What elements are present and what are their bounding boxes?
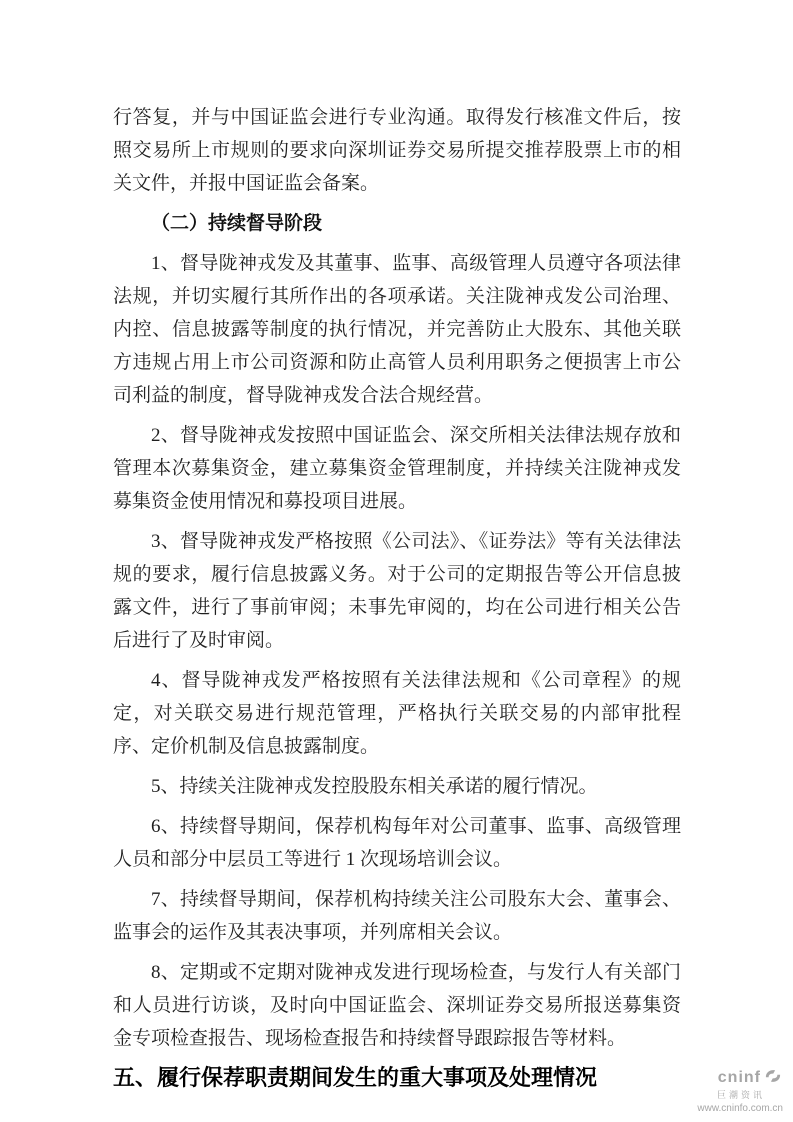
- list-paragraph-8: 8、定期或不定期对陇神戎发进行现场检查，与发行人有关部门和人员进行访谈，及时向中国证监会、深圳证券交易所报送募集资金专项检查报告、现场检查报告和持续督导跟踪报告等材料。: [113, 962, 681, 1049]
- list-paragraph-7: 7、持续督导期间，保荐机构持续关注公司股东大会、董事会、监事会的运作及其表决事项，并列席相关会议。: [113, 889, 681, 943]
- cninfo-company-name: 巨潮资讯: [716, 1090, 765, 1101]
- section-heading: 五、履行保荐职责期间发生的重大事项及处理情况: [113, 1065, 598, 1090]
- cninfo-watermark: [697, 1066, 783, 1114]
- list-paragraph-4: 4、督导陇神戎发严格按照有关法律法规和《公司章程》的规定，对关联交易进行规范管理，严格执行关联交易的内部审批程序、定价机制及信息披露制度。: [113, 670, 681, 757]
- continuation-paragraph: 行答复，并与中国证监会进行专业沟通。取得发行核准文件后，按照交易所上市规则的要求向深圳证券交易所提交推荐股票上市的相关文件，并报中国证监会备案。: [113, 107, 681, 194]
- list-paragraph-1: 1、督导陇神戎发及其董事、监事、高级管理人员遵守各项法律法规，并切实履行其所作出的各项承诺。关注陇神戎发公司治理、内控、信息披露等制度的执行情况，并完善防止大股东、其他关联方违规占用上市公司资源和防止高管人员利用职务之便损害上市公司利益的制度，督导陇神戎发合法合规经营。: [113, 253, 681, 406]
- list-paragraph-2: 2、督导陇神戎发按照中国证监会、深交所相关法律法规存放和管理本次募集资金，建立募集资金管理制度，并持续关注陇神戎发募集资金使用情况和募投项目进展。: [113, 425, 681, 512]
- cninfo-brand-text: cninf: [717, 1069, 761, 1087]
- subsection-heading: （二）持续督导阶段: [151, 213, 323, 234]
- list-paragraph-6: 6、持续督导期间，保荐机构每年对公司董事、监事、高级管理人员和部分中层员工等进行 1 次现场培训会议。: [113, 816, 681, 870]
- cninfo-url: www.cninfo.com.cn: [697, 1103, 783, 1114]
- cninfo-logo-icon: [763, 1066, 783, 1091]
- list-paragraph-3: 3、督导陇神戎发严格按照《公司法》、《证券法》等有关法律法规的要求，履行信息披露义务。对于公司的定期报告等公开信息披露文件，进行了事前审阅；未事先审阅的，均在公司进行相关公告后进行了及时审阅。: [113, 531, 681, 651]
- list-paragraph-5: 5、持续关注陇神戎发控股股东相关承诺的履行情况。: [151, 776, 598, 797]
